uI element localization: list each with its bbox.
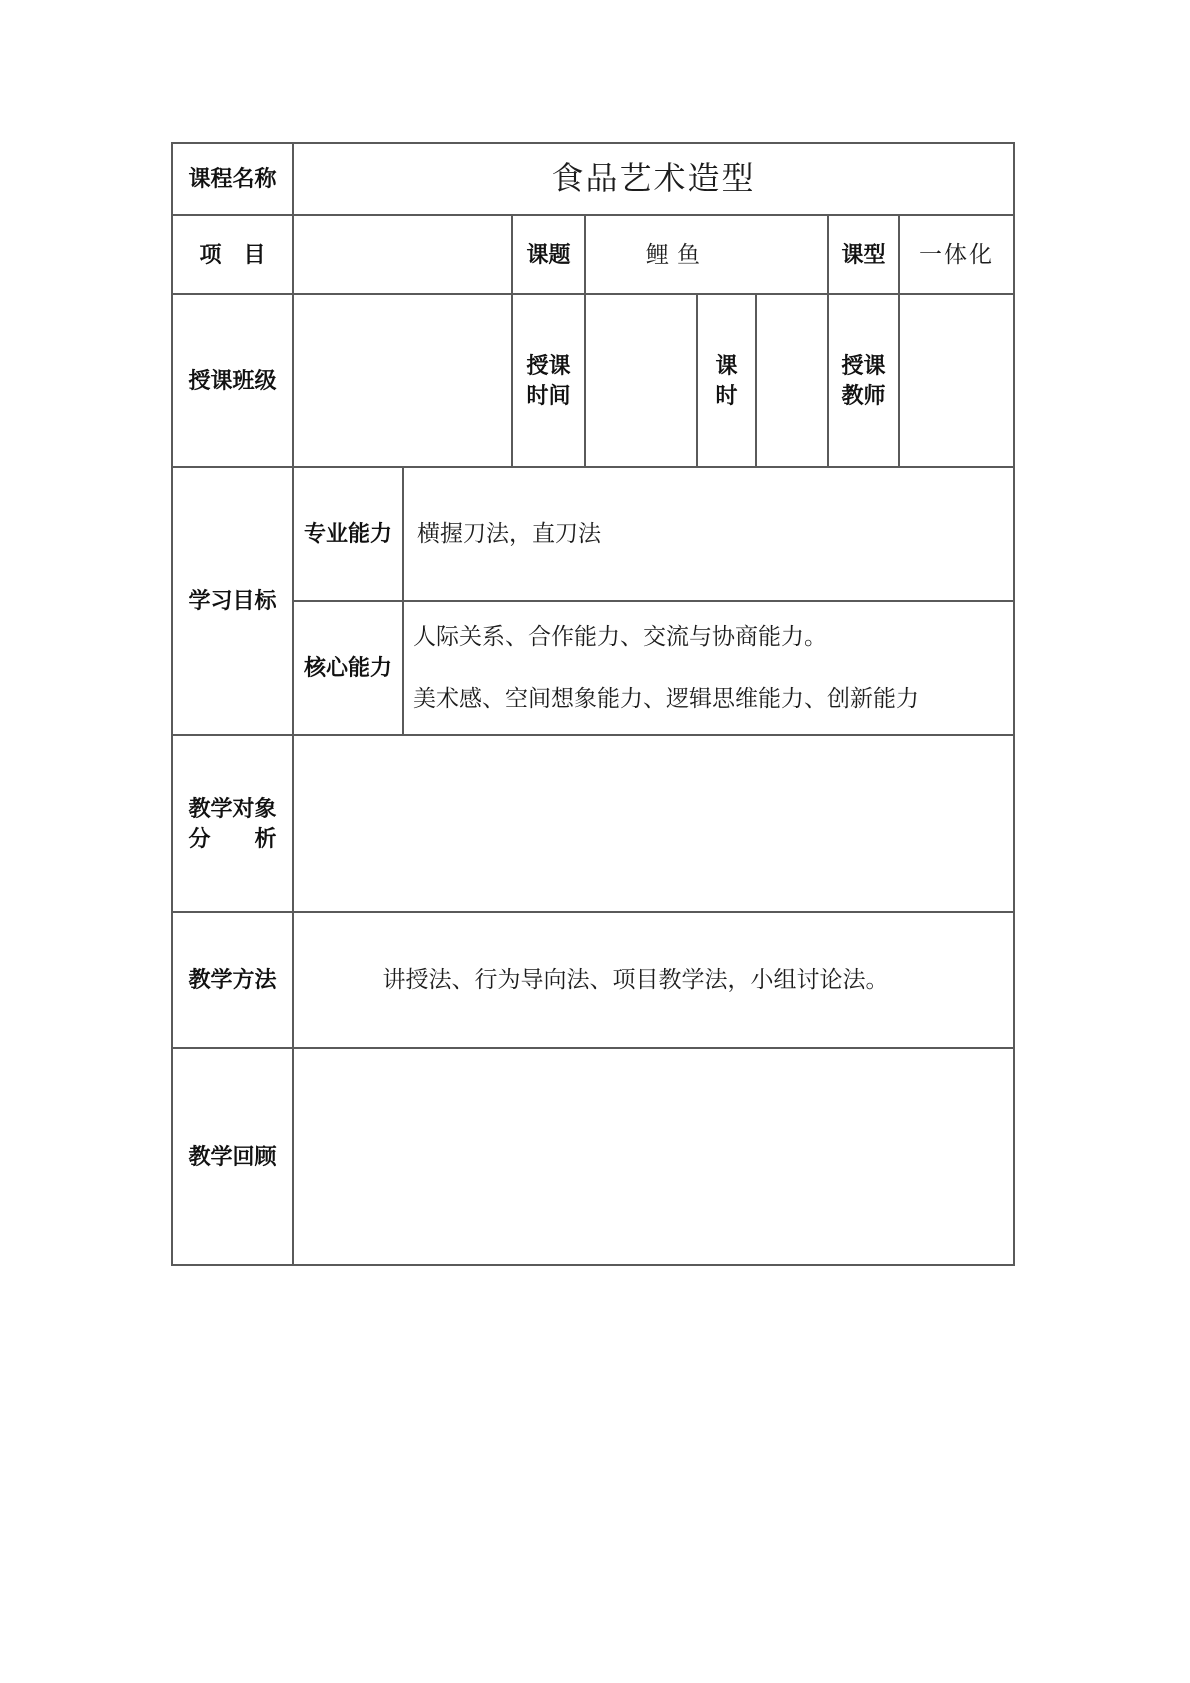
teacher-label-text: 授课教师 — [841, 352, 886, 408]
hours-label-text: 课时 — [715, 352, 738, 408]
course-title-text: 食品艺术造型 — [551, 160, 756, 197]
project-label: 项 目 — [173, 216, 294, 295]
hours-value-empty-cell — [757, 295, 829, 468]
professional-ability-content: 横握刀法，直刀法 — [404, 468, 1015, 602]
class-value-empty-cell — [294, 295, 513, 468]
course-name-value — [294, 144, 1015, 216]
course-type-label: 课型 — [829, 216, 900, 295]
project-value-empty-cell — [294, 216, 513, 295]
teaching-methods-content: 讲授法、行为导向法、项目教学法，小组讨论法。 — [294, 913, 1015, 1049]
audience-analysis-label-line-2: 分 析 — [188, 825, 277, 851]
hours-label — [698, 295, 757, 468]
time-value-empty-cell — [586, 295, 698, 468]
audience-analysis-label — [173, 736, 294, 913]
lesson-plan-table — [171, 142, 1015, 1266]
course-type-value — [900, 216, 1015, 295]
subject-value-text: 鲤鱼 — [646, 241, 708, 267]
audience-analysis-label-lines — [188, 794, 276, 853]
time-label-text: 授课时间 — [526, 352, 571, 408]
teaching-review-label: 教学回顾 — [173, 1049, 294, 1266]
teaching-review-content-empty-cell — [294, 1049, 1015, 1266]
course-type-value-text: 一体化 — [919, 241, 994, 267]
course-name-label: 课程名称 — [173, 144, 294, 216]
professional-ability-label: 专业能力 — [294, 468, 404, 602]
teaching-methods-label: 教学方法 — [173, 913, 294, 1049]
core-ability-label: 核心能力 — [294, 602, 404, 736]
teacher-label — [829, 295, 900, 468]
class-label: 授课班级 — [173, 295, 294, 468]
core-ability-line-1: 人际关系、合作能力、交流与协商能力。 — [413, 624, 827, 649]
core-ability-content — [404, 602, 1015, 736]
subject-value — [586, 216, 829, 295]
objectives-label: 学习目标 — [173, 468, 294, 736]
teacher-value-empty-cell — [900, 295, 1015, 468]
time-label — [513, 295, 586, 468]
audience-analysis-content-empty-cell — [294, 736, 1015, 913]
audience-analysis-label-line-1: 教学对象 — [188, 795, 277, 821]
core-ability-line-2: 美术感、空间想象能力、逻辑思维能力、创新能力 — [413, 686, 919, 711]
subject-label: 课题 — [513, 216, 586, 295]
